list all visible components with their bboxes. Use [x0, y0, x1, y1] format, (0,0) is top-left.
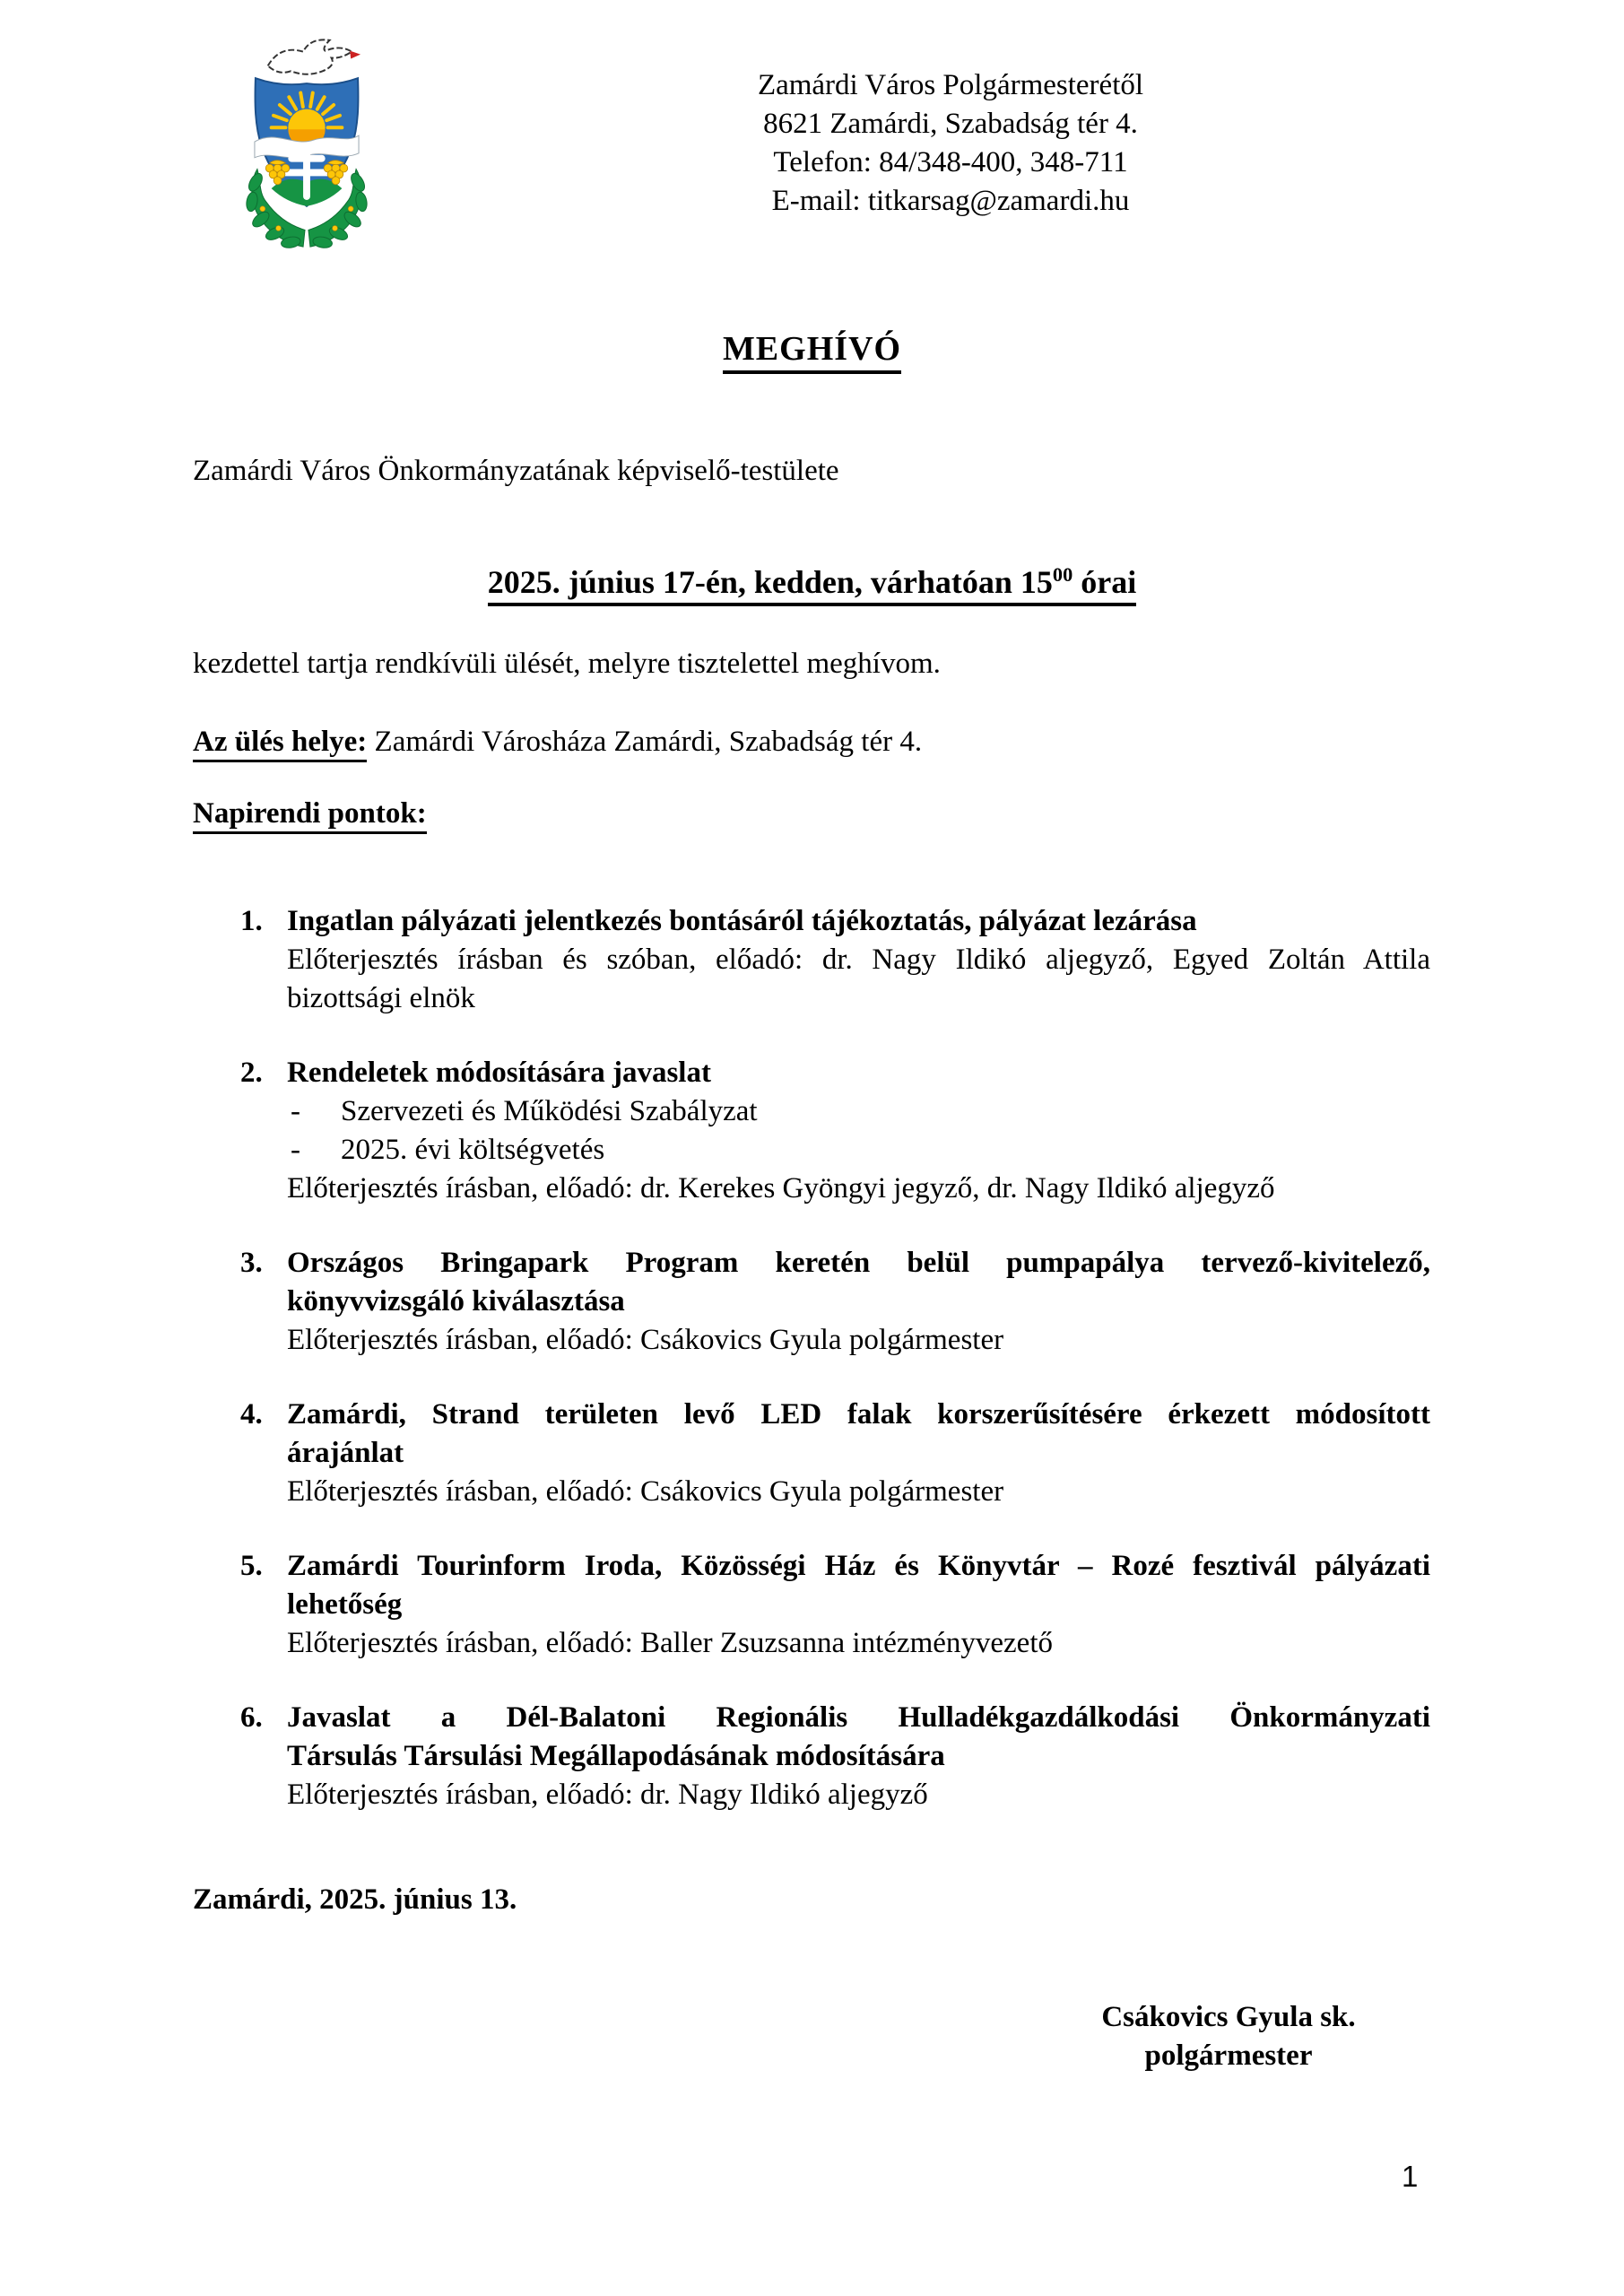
agenda-item-number: 4. [240, 1398, 263, 1431]
agenda-item-note-line: Előterjesztés írásban, előadó: Baller Zsuzsanna intézményvezető [287, 1627, 1053, 1659]
agenda-subitem-text: Szervezeti és Működési Szabályzat [341, 1095, 758, 1127]
agenda-item-title-line: Zamárdi, Strand területen levő LED falak korszerűsítésére érkezett módosított [287, 1398, 1430, 1431]
contact-line: E-mail: titkarsag@zamardi.hu [771, 185, 1130, 217]
continuation-line: kezdettel tartja rendkívüli ülését, melyre tisztelettel meghívom. [193, 648, 941, 680]
dash-bullet: - [291, 1095, 300, 1127]
meeting-datetime [0, 563, 1624, 602]
venue-line [193, 723, 1430, 761]
agenda-item-note-line: Előterjesztés írásban, előadó: dr. Nagy Ildikó aljegyző [287, 1779, 928, 1811]
agenda-item-number: 3. [240, 1247, 263, 1279]
agenda-item-title-line: Zamárdi Tourinform Iroda, Közösségi Ház és Könyvtár – Rozé fesztivál pályázati [287, 1550, 1430, 1582]
agenda-item-note-line: Előterjesztés írásban, előadó: Csákovics Gyula polgármester [287, 1475, 1004, 1508]
coat-of-arms [236, 32, 378, 253]
agenda-item [240, 1699, 1430, 1814]
agenda-item [240, 1396, 1430, 1511]
agenda-item-title-line: árajánlat [287, 1437, 404, 1469]
contact-line: Telefon: 84/348-400, 348-711 [773, 146, 1128, 178]
meeting-date-prefix: 2025. június 17-én, kedden, várhatóan 15 [487, 564, 1053, 600]
dove-icon [268, 39, 360, 74]
document-title [0, 330, 1624, 369]
closing-date: Zamárdi, 2025. június 13. [193, 1883, 517, 1916]
agenda-item-note-line: Előterjesztés írásban és szóban, előadó: dr. Nagy Ildikó aljegyző, Egyed Zoltán Attila [287, 944, 1430, 976]
agenda-label: Napirendi pontok: [193, 795, 1430, 833]
agenda-item [240, 1244, 1430, 1360]
agenda-item-note-line: bizottsági elnök [287, 982, 475, 1014]
agenda-item-note-line: Előterjesztés írásban, előadó: dr. Kerekes Gyöngyi jegyző, dr. Nagy Ildikó aljegyző [287, 1172, 1275, 1205]
contact-line: 8621 Zamárdi, Szabadság tér 4. [763, 108, 1138, 140]
agenda-item-number: 6. [240, 1701, 263, 1734]
agenda-item-note-line: Előterjesztés írásban, előadó: Csákovics Gyula polgármester [287, 1324, 1004, 1356]
agenda-item-title-line: Rendeletek módosítására javaslat [287, 1057, 711, 1089]
agenda-item [240, 902, 1430, 1018]
page-number: 1 [1402, 2160, 1419, 2193]
dash-bullet: - [291, 1134, 300, 1166]
agenda-item-number: 1. [240, 905, 263, 937]
agenda-subitem [287, 1092, 1430, 1131]
document-title-text: MEGHÍVÓ [723, 330, 901, 374]
intro-line: Zamárdi Város Önkormányzatának képviselő-testülete [193, 455, 839, 487]
signature-block [1004, 1998, 1453, 2075]
sender-contact-block [574, 66, 1327, 221]
agenda-item [240, 1054, 1430, 1208]
agenda-item-title-line: Országos Bringapark Program keretén belül pumpapálya tervező-kivitelező, [287, 1247, 1430, 1279]
agenda-item-title-line: Társulás Társulási Megállapodásának módosítására [287, 1740, 945, 1772]
agenda-item-title-line: Ingatlan pályázati jelentkezés bontásáról tájékoztatás, pályázat lezárása [287, 905, 1197, 937]
agenda-list [240, 902, 1430, 1850]
venue-value: Zamárdi Városháza Zamárdi, Szabadság tér 4. [367, 726, 923, 758]
agenda-item-title-line: lehetőség [287, 1588, 403, 1621]
agenda-subitem-text: 2025. évi költségvetés [341, 1134, 605, 1166]
agenda-subitem [287, 1131, 1430, 1170]
contact-line: Zamárdi Város Polgármesterétől [757, 69, 1144, 101]
agenda-item [240, 1547, 1430, 1663]
agenda-item-number: 5. [240, 1550, 263, 1582]
signature-title: polgármester [1144, 2039, 1313, 2072]
meeting-date-suffix: órai [1073, 564, 1137, 600]
meeting-time-superscript: 00 [1052, 563, 1073, 586]
agenda-item-title-line: könyvvizsgáló kiválasztása [287, 1285, 625, 1318]
agenda-item-title-line: Javaslat a Dél-Balatoni Regionális Hulladékgazdálkodási Önkormányzati [287, 1701, 1430, 1734]
agenda-item-number: 2. [240, 1057, 263, 1089]
venue-label: Az ülés helye: [193, 726, 367, 762]
signature-name: Csákovics Gyula sk. [1101, 2001, 1356, 2033]
